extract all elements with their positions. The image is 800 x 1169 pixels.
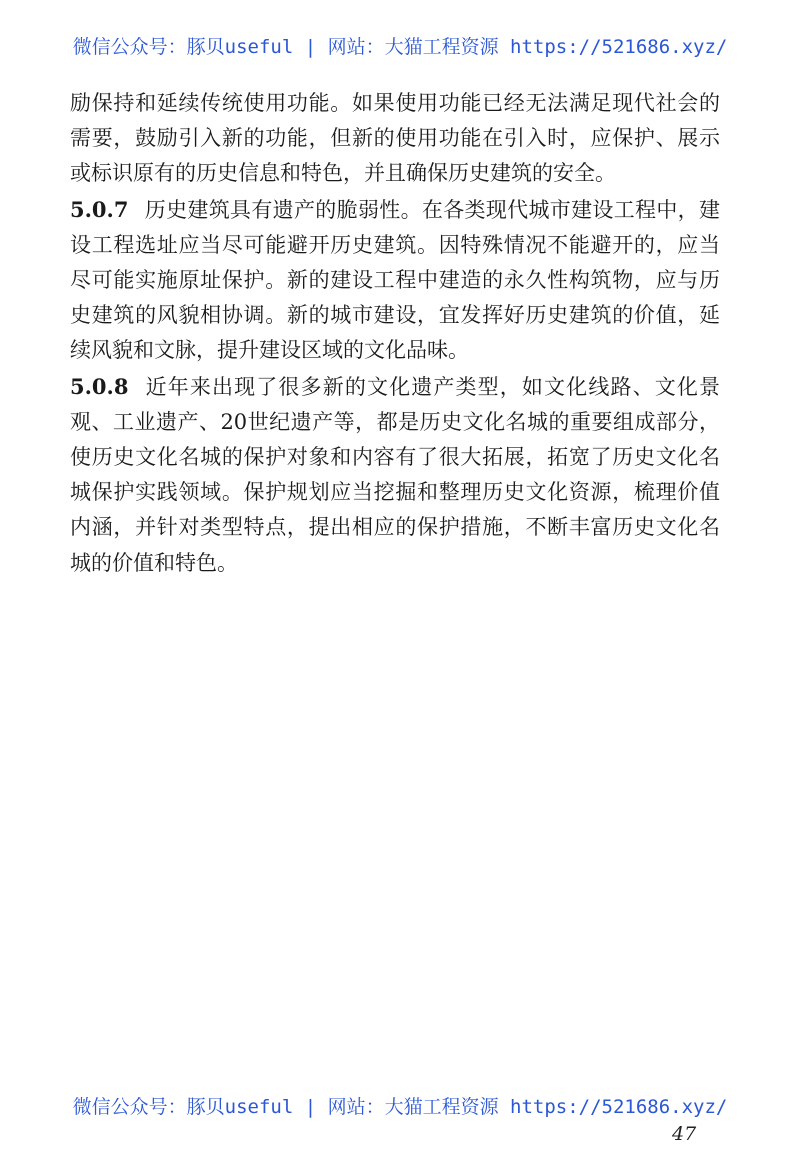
clause-number: 5.0.8: [70, 373, 129, 399]
paragraph-continuation: [70, 86, 720, 192]
watermark-footer: 微信公众号：豚贝useful | 网站：大猫工程资源 https://521686.xyz/: [72, 1096, 728, 1118]
page-number: 47: [672, 1123, 697, 1145]
paragraph-clause-5-0-8: [70, 369, 720, 581]
paragraph-text: 近年来出现了很多新的文化遗产类型，如文化线路、文化景观、工业遗产、20世纪遗产等，都是历史文化名城的重要组成部分，使历史文化名城的保护对象和内容有了很大拓展，拓宽了历史文化名城保护实践领域。保护规划应当挖掘和整理历史文化资源，梳理价值内涵，并针对类型特点，提出相应的保护措施，不断丰富历史文化名城的价值和特色。: [70, 374, 720, 575]
paragraph-text: 历史建筑具有遗产的脆弱性。在各类现代城市建设工程中，建设工程选址应当尽可能避开历史建筑。因特殊情况不能避开的，应当尽可能实施原址保护。新的建设工程中建造的永久性构筑物，应与历史建筑的风貌相协调。新的城市建设，宜发挥好历史建筑的价值，延续风貌和文脉，提升建设区域的文化品味。: [70, 197, 720, 363]
paragraph-clause-5-0-7: [70, 192, 720, 369]
document-body: [70, 86, 720, 581]
paragraph-text: 励保持和延续传统使用功能。如果使用功能已经无法满足现代社会的需要，鼓励引入新的功能，但新的使用功能在引入时，应保护、展示或标识原有的历史信息和特色，并且确保历史建筑的安全。: [70, 91, 720, 186]
watermark-header: 微信公众号：豚贝useful | 网站：大猫工程资源 https://521686.xyz/: [72, 36, 728, 58]
clause-number: 5.0.7: [70, 196, 129, 222]
